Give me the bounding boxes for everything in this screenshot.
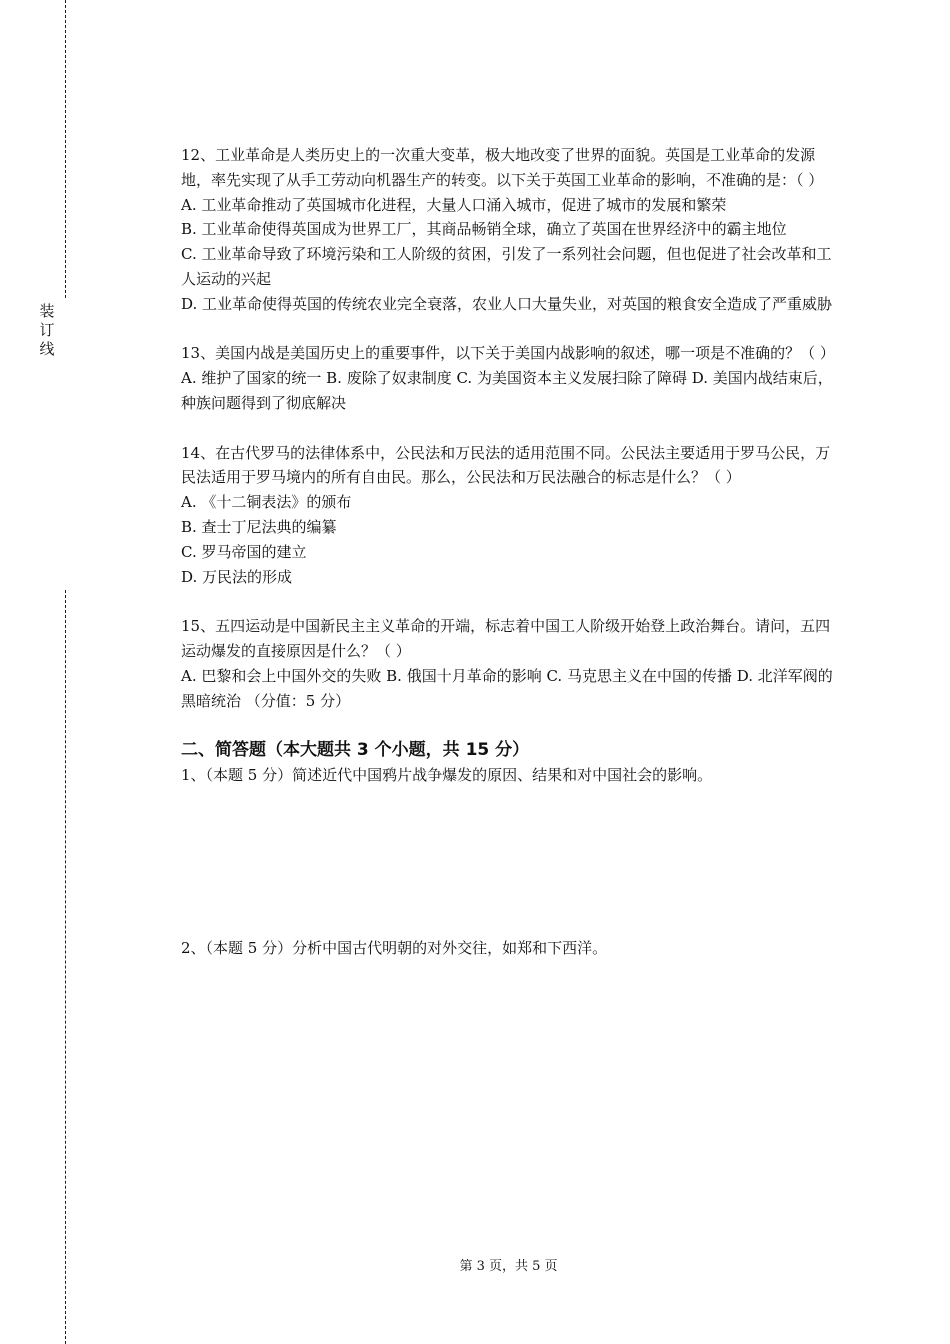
question-12 xyxy=(181,143,837,317)
page-content xyxy=(181,143,837,961)
option-b: B. 查士丁尼法典的编纂 xyxy=(181,517,337,536)
binding-label xyxy=(38,302,56,359)
question-14 xyxy=(181,441,837,590)
binding-line-bottom xyxy=(65,590,66,1344)
option-c: C. 工业革命导致了环境污染和工人阶级的贫困，引发了一系列社会问题，但也促进了社会改革和工人运动的兴起 xyxy=(181,245,832,288)
option-d: D. 工业革命使得英国的传统农业完全衰落，农业人口大量失业，对英国的粮食安全造成了严重威胁 xyxy=(181,294,833,313)
section-title: 二、简答题（本大题共 3 个小题，共 15 分） xyxy=(181,740,530,761)
binding-char: 线 xyxy=(39,340,55,358)
option-b: B. 工业革命使得英国成为世界工厂，其商品畅销全球，确立了英国在世界经济中的霸主地位 xyxy=(181,220,787,239)
question-15 xyxy=(181,614,837,713)
short-answer-item: 2、（本题 5 分）分析中国古代明朝的对外交往，如郑和下西洋。 xyxy=(181,938,608,957)
question-13 xyxy=(181,341,837,415)
answer-space xyxy=(181,788,837,936)
options-line: A. 巴黎和会上中国外交的失败 B. 俄国十月革命的影响 C. 马克思主义在中国的传播 D. 北洋军阀的黑暗统治 （分值：5 分） xyxy=(181,666,833,710)
option-d: D. 万民法的形成 xyxy=(181,567,293,586)
binding-char: 装 xyxy=(39,302,55,320)
option-a: A. 《十二铜表法》的颁布 xyxy=(181,493,352,512)
option-c: C. 罗马帝国的建立 xyxy=(181,542,307,561)
page-footer: 第 3 页，共 5 页 xyxy=(459,1259,558,1274)
question-stem: 12、工业革命是人类历史上的一次重大变革，极大地改变了世界的面貌。英国是工业革命的发源地，率先实现了从手工劳动向机器生产的转变。以下关于英国工业革命的影响，不准确的是：（ ） xyxy=(181,146,824,189)
binding-char: 订 xyxy=(39,321,55,339)
option-a: A. 工业革命推动了英国城市化进程，大量人口涌入城市，促进了城市的发展和繁荣 xyxy=(181,195,727,214)
short-answer-item: 1、（本题 5 分）简述近代中国鸦片战争爆发的原因、结果和对中国社会的影响。 xyxy=(181,765,713,784)
question-stem: 13、美国内战是美国历史上的重要事件，以下关于美国内战影响的叙述，哪一项是不准确的？（ ） xyxy=(181,344,835,363)
question-stem: 15、五四运动是中国新民主主义革命的开端，标志着中国工人阶级开始登上政治舞台。请问，五四运动爆发的直接原因是什么？（ ） xyxy=(181,617,831,660)
binding-line-top xyxy=(65,0,66,298)
options-line: A. 维护了国家的统一 B. 废除了奴隶制度 C. 为美国资本主义发展扫除了障碍 D. 美国内战结束后，种族问题得到了彻底解决 xyxy=(181,369,833,412)
question-stem: 14、在古代罗马的法律体系中，公民法和万民法的适用范围不同。公民法主要适用于罗马公民，万民法适用于罗马境内的所有自由民。那么，公民法和万民法融合的标志是什么？（ ） xyxy=(181,443,831,487)
